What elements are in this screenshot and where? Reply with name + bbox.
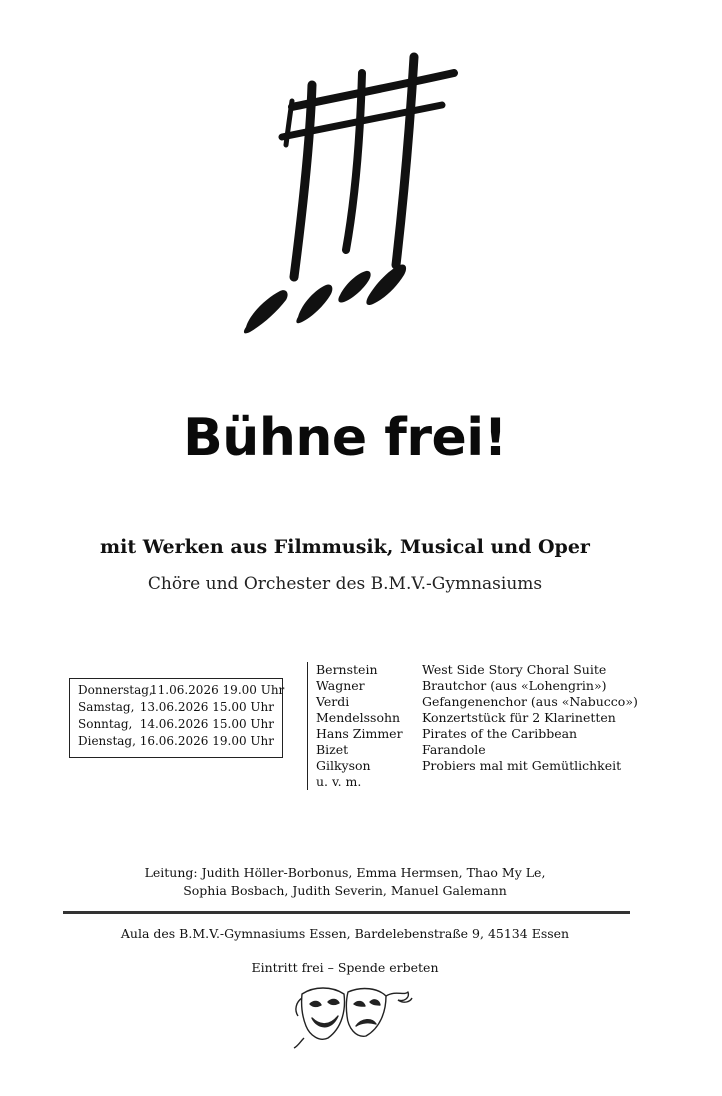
program-item bbox=[316, 694, 638, 710]
work: Konzertstück für 2 Klarinetten bbox=[422, 710, 616, 725]
date-row bbox=[78, 682, 285, 699]
leitung-credits bbox=[0, 864, 690, 900]
date-day: Donnerstag, bbox=[78, 683, 153, 697]
composer: Bizet bbox=[316, 742, 349, 757]
venue-line: Aula des B.M.V.-Gymnasiums Essen, Bardelebenstraße 9, 45134 Essen bbox=[120, 926, 570, 941]
program-item bbox=[316, 710, 638, 726]
program-item bbox=[316, 726, 638, 742]
program-item bbox=[316, 742, 638, 758]
date-time: 19.00 Uhr bbox=[212, 734, 274, 748]
date-value: 13.06.2026 bbox=[139, 700, 209, 714]
date-value: 16.06.2026 bbox=[139, 734, 209, 748]
date-day: Sonntag, bbox=[78, 717, 133, 731]
composer: Mendelssohn bbox=[316, 710, 401, 725]
composer: Gilkyson bbox=[316, 758, 371, 773]
work: Probiers mal mit Gemütlichkeit bbox=[422, 758, 622, 773]
date-row bbox=[78, 733, 274, 750]
horizontal-rule bbox=[63, 911, 630, 914]
program-list bbox=[316, 662, 638, 790]
poster-subtitle: mit Werken aus Filmmusik, Musical und Oper bbox=[100, 536, 590, 558]
leitung-line: Sophia Bosbach, Judith Severin, Manuel Galemann bbox=[183, 883, 507, 898]
date-time: 15.00 Uhr bbox=[212, 700, 274, 714]
composer: Bernstein bbox=[316, 662, 378, 677]
composer: Verdi bbox=[316, 694, 350, 709]
leitung-line: Leitung: Judith Höller-Borbonus, Emma Hermsen, Thao My Le, bbox=[144, 865, 546, 880]
work: Pirates of the Caribbean bbox=[422, 726, 578, 741]
entry-line: Eintritt frei – Spende erbeten bbox=[251, 960, 439, 975]
date-value: 11.06.2026 bbox=[150, 683, 219, 697]
work: Gefangenenchor (aus «Nabucco») bbox=[422, 694, 638, 709]
date-time: 19.00 Uhr bbox=[222, 683, 285, 697]
program-item bbox=[316, 678, 638, 694]
date-value: 14.06.2026 bbox=[139, 717, 209, 731]
program-item bbox=[316, 662, 638, 678]
program-divider bbox=[307, 662, 308, 790]
work: Farandole bbox=[422, 742, 486, 757]
music-notes-brush-icon bbox=[230, 45, 470, 345]
composer: u. v. m. bbox=[316, 774, 362, 789]
date-day: Samstag, bbox=[78, 700, 135, 714]
date-day: Dienstag, bbox=[78, 734, 136, 748]
work: West Side Story Choral Suite bbox=[422, 662, 607, 677]
theater-masks-icon bbox=[292, 980, 414, 1050]
date-time: 15.00 Uhr bbox=[212, 717, 274, 731]
date-row bbox=[78, 716, 274, 733]
composer: Hans Zimmer bbox=[316, 726, 403, 741]
performers-line: Chöre und Orchester des B.M.V.-Gymnasiums bbox=[147, 574, 543, 594]
program-item bbox=[316, 774, 638, 790]
date-row bbox=[78, 699, 274, 716]
work: Brautchor (aus «Lohengrin») bbox=[422, 678, 607, 693]
dates-box bbox=[69, 678, 283, 758]
program-item bbox=[316, 758, 638, 774]
poster-title: Bühne frei! bbox=[183, 408, 507, 468]
composer: Wagner bbox=[316, 678, 365, 693]
